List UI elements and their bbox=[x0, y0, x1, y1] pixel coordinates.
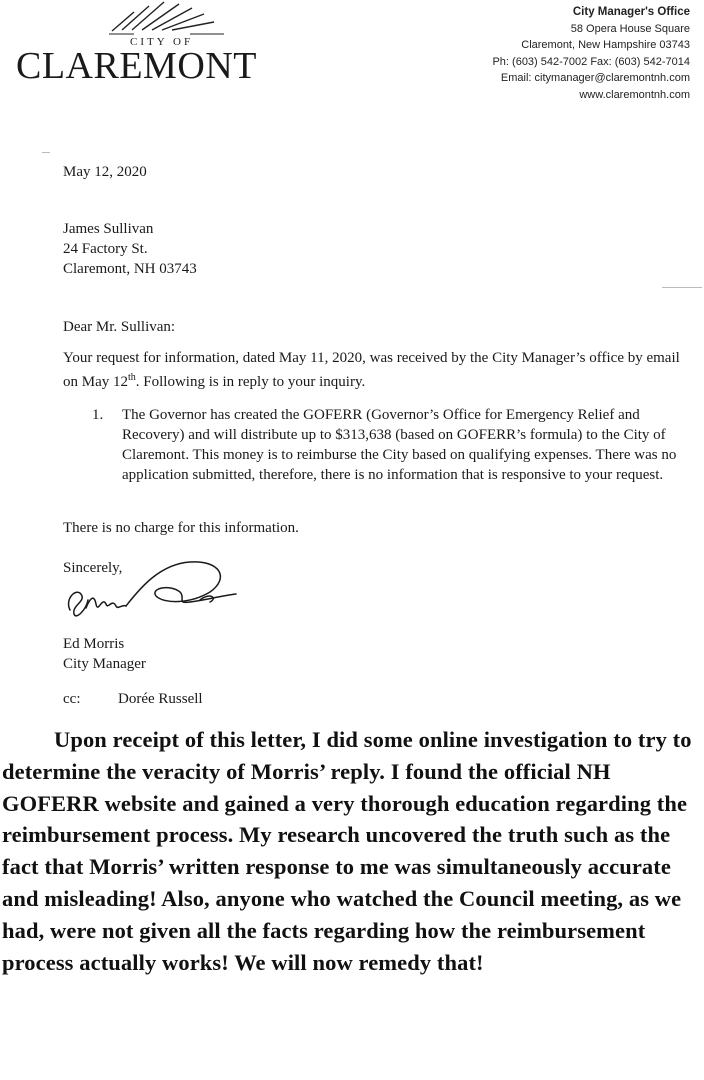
closing: Sincerely, bbox=[63, 560, 123, 576]
recipient-street: 24 Factory St. bbox=[63, 241, 148, 257]
recipient-city: Claremont, NH 03743 bbox=[63, 261, 197, 277]
no-charge-note: There is no charge for this information. bbox=[63, 520, 299, 536]
signer-block bbox=[63, 634, 146, 674]
recipient-name: James Sullivan bbox=[63, 221, 154, 237]
scan-mark bbox=[662, 287, 702, 288]
office-email: Email: citymanager@claremontnh.com bbox=[500, 72, 690, 84]
scan-mark bbox=[42, 152, 50, 153]
handwritten-signature bbox=[60, 548, 260, 628]
cc-name: Dorée Russell bbox=[118, 691, 203, 707]
signer-name: Ed Morris bbox=[63, 636, 125, 652]
list-number: 1. bbox=[92, 407, 104, 423]
office-website: www.claremontnh.com bbox=[579, 88, 690, 101]
office-title: City Manager's Office bbox=[572, 6, 690, 18]
office-phone-fax: Ph: (603) 542-7002 Fax: (603) 542-7014 bbox=[492, 55, 690, 68]
signer-title: City Manager bbox=[63, 656, 146, 672]
commentary-block bbox=[2, 724, 704, 978]
letter-date: May 12, 2020 bbox=[63, 164, 147, 180]
salutation: Dear Mr. Sullivan: bbox=[63, 319, 176, 335]
paragraph-text: . Following is in reply to your inquiry. bbox=[135, 374, 366, 390]
office-line: 58 Opera House Square bbox=[570, 22, 690, 35]
paragraph-text: Your request for information, dated May 11, 2020, was received by the City Manager’s office by email on May 12 bbox=[63, 350, 680, 390]
cc-label: cc: bbox=[63, 691, 81, 707]
office-line: Claremont, New Hampshire 03743 bbox=[521, 39, 690, 51]
office-address-block bbox=[492, 4, 690, 103]
commentary-paragraph: Upon receipt of this letter, I did some online investigation to try to determine the veracity of Morris’ reply. I found the official NH GOFERR website and gained a very thorough education regarding the reimbursement process. My research uncovered the truth such as the fact that Morris’ written response to me was simultaneously accurate and misleading! Also, anyone who watched the Council meeting, as we had, were not given all the facts regarding how the reimbursement process actually works! We will now remedy that! bbox=[2, 727, 692, 975]
logo-city-name: CLAREMONT bbox=[16, 45, 257, 87]
logo-city-of: CITY OF bbox=[130, 36, 194, 48]
list-item-text: The Governor has created the GOFERR (Governor’s Office for Emergency Relief and Recovery) and will distribute up to $313,638 (based on GOFERR’s formula) to the City of Claremont. This money is to reimburse the City based on qualifying expenses. There was no application submitted, therefore, there is no information that is responsive to your request. bbox=[122, 407, 677, 483]
superscript: th bbox=[128, 372, 136, 383]
letter-paragraph bbox=[63, 348, 693, 392]
recipient-address bbox=[63, 219, 197, 279]
